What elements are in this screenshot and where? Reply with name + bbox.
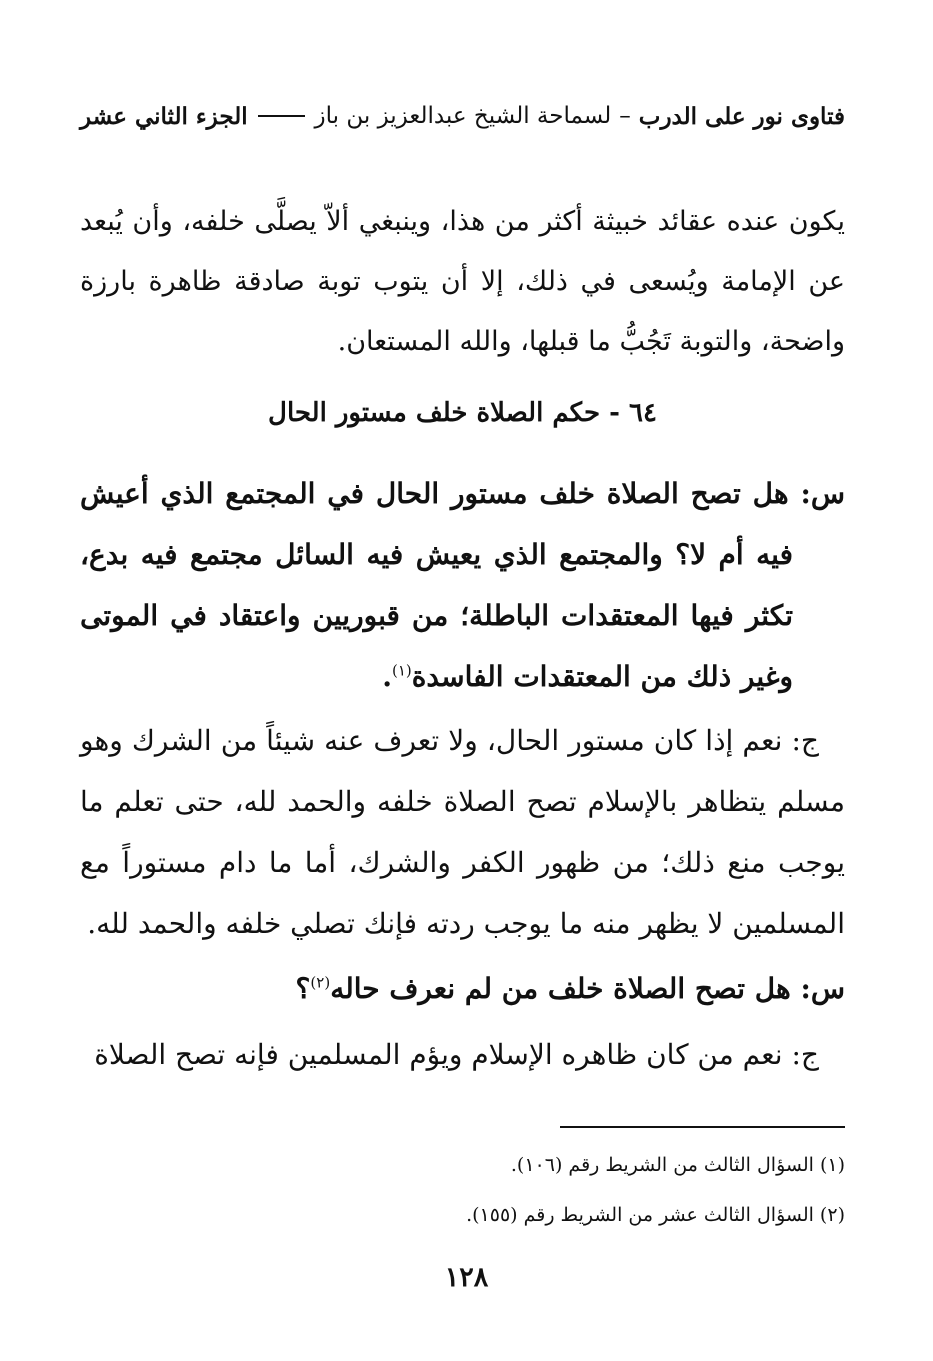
question-text: هل تصح الصلاة خلف مستور الحال في المجتمع الذي أعيش فيه أم لا؟ والمجتمع الذي يعيش فيه السائل مجتمع فيه بدع، تكثر فيها المعتقدات الباطلة؛ من قبوريين واعتقاد في الموتى وغير ذلك من المعتقدات الفاسدة <box>80 477 793 693</box>
question-end: . <box>382 660 392 693</box>
volume-part: الجزء الثاني عشر <box>80 102 248 130</box>
intro-paragraph: يكون عنده عقائد خبيثة أكثر من هذا، وينبغي ألاّ يصلَّى خلفه، وأن يُبعد عن الإمامة ويُسعى في ذلك، إلا أن يتوب توبة صادقة ظاهرة بارزة واضحة، والتوبة تَجُبُّ ما قبلها، والله المستعان. <box>80 206 845 357</box>
section-number: ٦٤ - <box>609 398 657 428</box>
author-name: لسماحة الشيخ عبدالعزيز بن باز <box>314 103 612 129</box>
footnote-divider <box>560 1126 845 1128</box>
book-title: فتاوى نور على الدرب <box>638 102 845 130</box>
header-separator: – <box>619 103 631 129</box>
question-1 <box>80 463 845 707</box>
question-end: ؟ <box>295 972 311 1005</box>
question-text: هل تصح الصلاة خلف من لم نعرف حاله <box>330 972 791 1005</box>
answer-2 <box>80 1024 845 1085</box>
footnote-2: (٢) السؤال الثالث عشر من الشريط رقم (١٥٥). <box>466 1204 845 1226</box>
answer-prefix: ج: <box>791 1038 819 1071</box>
footnote-1: (١) السؤال الثالث من الشريط رقم (١٠٦). <box>510 1154 845 1176</box>
answer-prefix: ج: <box>791 724 819 757</box>
section-heading <box>80 388 845 438</box>
answer-1 <box>80 710 845 954</box>
running-header <box>80 96 845 136</box>
question-2 <box>80 958 845 1019</box>
answer-text: نعم من كان ظاهره الإسلام ويؤم المسلمين فإنه تصح الصلاة <box>94 1038 783 1071</box>
section-title: حكم الصلاة خلف مستور الحال <box>268 398 601 428</box>
question-prefix: س: <box>800 972 845 1005</box>
footnote-ref-2: (٢) <box>310 973 331 992</box>
page-number: ١٢٨ <box>444 1262 489 1293</box>
question-prefix: س: <box>800 477 846 510</box>
header-rule <box>258 115 305 117</box>
answer-text: نعم إذا كان مستور الحال، ولا تعرف عنه شيئاً من الشرك وهو مسلم يتظاهر بالإسلام تصح الصلاة خلفه والحمد لله، حتى تعلم ما يوجب منع ذلك؛ من ظهور الكفر والشرك، أما ما دام مستوراً مع المسلمين لا يظهر منه ما يوجب ردته فإنك تصلي خلفه والحمد لله. <box>80 724 846 940</box>
footnote-ref-1: (١) <box>391 661 412 680</box>
